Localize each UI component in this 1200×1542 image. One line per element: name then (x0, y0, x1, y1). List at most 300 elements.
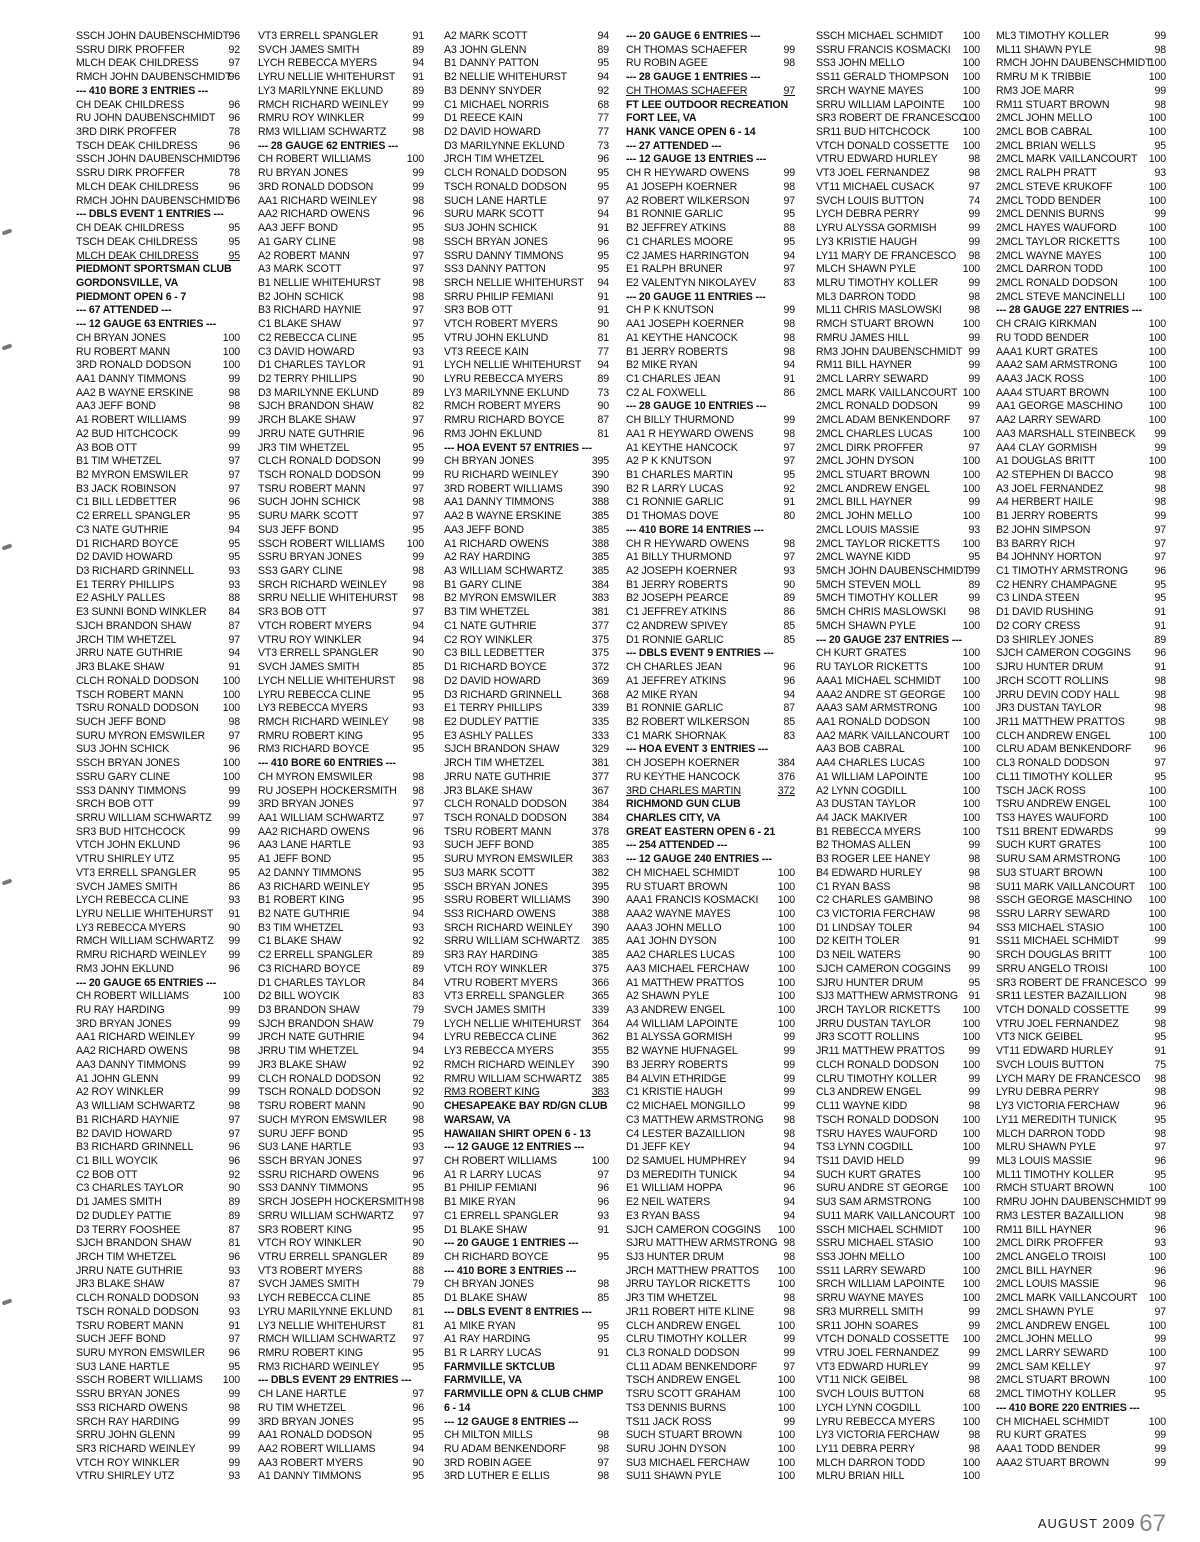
result-score: 98 (783, 1250, 795, 1263)
result-line (996, 1182, 1166, 1196)
result-entry: FARMVILLE OPN & CLUB CHMP (444, 1388, 604, 1401)
result-entry: D3 RICHARD GRINNELL (76, 565, 194, 578)
result-line (444, 1402, 609, 1416)
result-score: 88 (228, 592, 240, 605)
result-entry: SU3 MARK SCOTT (444, 866, 535, 879)
result-entry: AAA1 FRANCIS KOSMACKI (626, 894, 759, 907)
result-entry: CH THOMAS SCHAEFER (626, 43, 748, 56)
result-score: 100 (1148, 276, 1166, 289)
result-entry: C3 LINDA STEEN (996, 592, 1080, 605)
result-entry: A2 DANNY TIMMONS (258, 866, 362, 879)
result-score: 94 (412, 633, 424, 646)
result-entry: B3 ROGER LEE HANEY (816, 853, 931, 866)
result-entry: B2 MYRON EMSWILER (76, 469, 189, 481)
result-entry: 2MCL DARRON TODD (996, 263, 1103, 276)
result-score: 89 (412, 386, 424, 399)
result-line (996, 1347, 1166, 1361)
result-score: 99 (228, 798, 240, 811)
result-line (258, 153, 424, 167)
result-entry: --- 20 GAUGE 237 ENTRIES --- (816, 633, 962, 646)
result-line (258, 1086, 424, 1100)
result-entry: SJRU MATTHEW ARMSTRONG (626, 1237, 778, 1250)
result-entry: RM3 LESTER BAZAILLION (996, 1209, 1124, 1222)
result-line (996, 894, 1166, 908)
result-line (626, 1086, 795, 1100)
result-entry: B2 NELLIE WHITEHURST (444, 71, 567, 84)
result-line (258, 181, 424, 195)
result-score: 100 (777, 866, 795, 879)
result-entry: RU RICHARD WEINLEY (444, 469, 559, 481)
result-entry: SRRU WILLIAM SCHWARTZ (258, 1209, 394, 1222)
result-line (816, 1402, 980, 1416)
result-entry: LY3 NELLIE WHITEHURST (258, 1319, 386, 1332)
result-score: 100 (777, 1278, 795, 1291)
result-entry: TSCH ROBERT MANN (76, 688, 184, 701)
result-score: 75 (1154, 1058, 1166, 1071)
result-entry: LYCH LYNN COGDILL (816, 1401, 921, 1414)
result-score: 385 (591, 510, 609, 523)
result-line (996, 743, 1166, 757)
result-entry: SJCH BRANDON SHAW (444, 743, 560, 756)
result-line (996, 812, 1166, 826)
result-entry: SR3 ROBERT DE FRANCESCO (816, 112, 967, 125)
result-entry: C1 BILL WOYCIK (76, 1154, 158, 1167)
result-score: 97 (783, 455, 795, 468)
result-score: 99 (968, 372, 980, 385)
result-line (816, 1128, 980, 1142)
result-entry: SU11 MARK VAILLANCOURT (816, 1209, 956, 1222)
result-score: 100 (777, 990, 795, 1003)
result-score: 98 (412, 565, 424, 578)
result-line (626, 1333, 795, 1347)
result-line (258, 1251, 424, 1265)
result-entry: SJRU HUNTER DRUM (816, 976, 924, 989)
result-score: 98 (412, 770, 424, 783)
result-line (626, 867, 795, 881)
result-score: 93 (228, 1264, 240, 1277)
result-entry: FT LEE OUTDOOR RECREATION (626, 98, 789, 111)
result-line (444, 99, 609, 113)
result-entry: D1 BLAKE SHAW (444, 1292, 528, 1305)
result-entry: SR3 MURRELL SMITH (816, 1305, 924, 1318)
result-score: 99 (1154, 1456, 1166, 1469)
result-line (626, 483, 795, 497)
result-entry: CH MYRON EMSWILER (258, 770, 373, 783)
result-line (76, 1265, 240, 1279)
result-score: 94 (597, 359, 609, 372)
result-score: 100 (962, 427, 980, 440)
result-entry: D1 THOMAS DOVE (626, 510, 719, 523)
result-score: 100 (962, 112, 980, 125)
result-line (444, 1443, 609, 1457)
result-entry: 2MCL SAM KELLEY (996, 1360, 1091, 1373)
result-line (996, 250, 1166, 264)
result-line (444, 153, 609, 167)
result-score: 99 (783, 1333, 795, 1346)
result-score: 91 (1154, 661, 1166, 674)
result-entry: JRCH MATTHEW PRATTOS (626, 1264, 759, 1277)
result-line (816, 126, 980, 140)
result-entry: LY3 REBECCA MYERS (76, 921, 186, 934)
result-line (76, 222, 240, 236)
result-line (626, 1196, 795, 1210)
result-score: 98 (783, 1305, 795, 1318)
result-entry: SR3 BUD HITCHCOCK (76, 825, 186, 838)
result-entry: C3 CHARLES TAYLOR (76, 1182, 184, 1195)
result-entry: B2 R LARRY LUCAS (626, 482, 724, 495)
result-line (996, 1429, 1166, 1443)
result-line (258, 455, 424, 469)
result-entry: 3RD BRYAN JONES (258, 1415, 354, 1428)
result-line (626, 291, 795, 305)
result-entry: SSRU LARRY SEWARD (996, 908, 1110, 920)
result-score: 98 (1154, 688, 1166, 701)
result-line (996, 304, 1166, 318)
result-entry: C1 JEFFREY ATKINS (626, 606, 727, 619)
result-entry: VT3 ERRELL SPANGLER (258, 30, 379, 42)
result-line (444, 71, 609, 85)
result-entry: C1 MARK SHORNAK (626, 729, 727, 742)
result-entry: 5MCH STEVEN MOLL (816, 578, 921, 591)
result-score: 362 (591, 1031, 609, 1044)
result-entry: SRCH BOB OTT (76, 798, 154, 811)
result-line (816, 291, 980, 305)
result-line (258, 1004, 424, 1018)
result-line (626, 1004, 795, 1018)
result-line (76, 1086, 240, 1100)
result-entry: C4 LESTER BAZAILLION (626, 1127, 745, 1140)
result-entry: A2 BUD HITCHCOCK (76, 427, 178, 440)
result-entry: --- DBLS EVENT 9 ENTRIES --- (626, 647, 774, 660)
result-entry: JR11 MATTHEW PRATTOS (996, 715, 1125, 728)
result-score: 94 (783, 1154, 795, 1167)
result-score: 100 (962, 647, 980, 660)
results-column-2 (258, 30, 424, 1484)
result-score: 95 (783, 235, 795, 248)
result-score: 100 (1148, 222, 1166, 235)
result-entry: LY3 REBECCA MYERS (258, 702, 368, 715)
result-score: 99 (783, 1100, 795, 1113)
result-score: 97 (412, 606, 424, 619)
result-line (444, 455, 609, 469)
result-score: 100 (777, 1319, 795, 1332)
result-score: 100 (1148, 126, 1166, 139)
result-entry: C3 MATTHEW ARMSTRONG (626, 1113, 764, 1126)
result-line (258, 359, 424, 373)
result-entry: AA2 MARK VAILLANCOURT (816, 729, 950, 742)
result-score: 92 (412, 1072, 424, 1085)
result-line (444, 126, 609, 140)
result-score: 91 (228, 1319, 240, 1332)
result-score: 99 (968, 276, 980, 289)
result-score: 100 (962, 702, 980, 715)
result-line (996, 1128, 1166, 1142)
result-entry: SURU SAM ARMSTRONG (996, 853, 1121, 866)
result-line (626, 400, 795, 414)
result-line (76, 167, 240, 181)
result-line (816, 839, 980, 853)
result-score: 97 (412, 414, 424, 427)
result-entry: D3 MARILYNNE EKLUND (258, 386, 379, 399)
result-entry: D1 JEFF KEY (626, 1141, 691, 1154)
result-score: 84 (412, 976, 424, 989)
result-entry: SSRU ROBERT WILLIAMS (444, 894, 571, 907)
result-entry: SU3 JOHN SCHICK (444, 222, 538, 235)
result-line (626, 675, 795, 689)
result-score: 99 (783, 43, 795, 56)
result-entry: TSCH DEAK CHILDRESS (76, 139, 198, 152)
result-score: 97 (783, 441, 795, 454)
result-line (258, 1374, 424, 1388)
result-score: 97 (783, 194, 795, 207)
result-line (626, 1237, 795, 1251)
result-entry: C2 BOB OTT (76, 1168, 138, 1181)
result-score: 98 (412, 126, 424, 139)
results-column-6 (996, 30, 1166, 1470)
result-score: 81 (412, 1305, 424, 1318)
result-entry: SUCH STUART BROWN (626, 1429, 742, 1442)
result-line (76, 1141, 240, 1155)
result-entry: RMRU WILLIAM SCHWARTZ (444, 1072, 582, 1085)
result-score: 77 (597, 112, 609, 125)
result-score: 100 (962, 1456, 980, 1469)
result-entry: B1 MIKE RYAN (444, 1196, 516, 1209)
result-entry: SUCH KURT GRATES (996, 839, 1101, 852)
result-line (444, 565, 609, 579)
result-entry: SS11 LARRY SEWARD (816, 1264, 926, 1277)
result-entry: CLCH ANDREW ENGEL (626, 1319, 741, 1332)
result-score: 95 (597, 249, 609, 262)
result-line (76, 798, 240, 812)
result-line (444, 661, 609, 675)
result-line (626, 1251, 795, 1265)
result-entry: JR3 DUSTAN TAYLOR (996, 702, 1102, 715)
result-line (816, 812, 980, 826)
result-entry: AAA2 SAM ARMSTRONG (996, 359, 1118, 372)
result-entry: 2MCL ANGELO TROISI (996, 1250, 1106, 1263)
result-entry: SS3 MICHAEL STASIO (996, 921, 1104, 934)
result-line (816, 1224, 980, 1238)
result-score: 95 (1154, 592, 1166, 605)
result-line (76, 990, 240, 1004)
result-line (444, 1251, 609, 1265)
result-score: 100 (962, 1113, 980, 1126)
result-entry: 2MCL RONALD DODSON (816, 400, 938, 413)
result-score: 97 (597, 194, 609, 207)
result-line (996, 949, 1166, 963)
result-entry: RMCH ROBERT MYERS (444, 400, 561, 413)
result-score: 97 (597, 1168, 609, 1181)
result-score: 95 (412, 1127, 424, 1140)
result-entry: RM3 JOHN EKLUND (76, 962, 174, 975)
result-line (996, 839, 1166, 853)
result-entry: LYCH REBECCA CLINE (258, 1292, 371, 1305)
result-entry: --- 12 GAUGE 63 ENTRIES --- (76, 318, 217, 331)
result-line (444, 798, 609, 812)
result-score: 98 (968, 1374, 980, 1387)
result-line (626, 1306, 795, 1320)
result-entry: D1 JAMES SMITH (76, 1196, 162, 1209)
result-score: 99 (228, 811, 240, 824)
result-line (626, 1031, 795, 1045)
result-score: 95 (597, 167, 609, 180)
result-entry: RM3 RICHARD WEINLEY (258, 1360, 380, 1373)
result-line (444, 1333, 609, 1347)
result-score: 94 (228, 523, 240, 536)
result-entry: JRCH TAYLOR RICKETTS (816, 1004, 941, 1017)
result-line (996, 222, 1166, 236)
result-score: 98 (783, 427, 795, 440)
result-line (996, 1457, 1166, 1471)
result-score: 100 (1148, 866, 1166, 879)
result-entry: TSCH ANDREW ENGEL (626, 1374, 741, 1387)
result-line (76, 1306, 240, 1320)
result-line (816, 1388, 980, 1402)
result-line (444, 949, 609, 963)
result-line (76, 1292, 240, 1306)
result-line (258, 894, 424, 908)
result-score: 99 (1154, 30, 1166, 42)
result-score: 96 (228, 112, 240, 125)
result-score: 95 (597, 1319, 609, 1332)
result-entry: B2 MYRON EMSWILER (444, 592, 557, 605)
result-score: 99 (228, 427, 240, 440)
result-line (258, 702, 424, 716)
result-line (444, 730, 609, 744)
result-entry: SU3 LANE HARTLE (258, 1141, 352, 1154)
result-line (76, 1402, 240, 1416)
result-entry: --- 28 GAUGE 10 ENTRIES --- (626, 400, 767, 413)
result-score: 98 (783, 345, 795, 358)
result-score: 384 (591, 578, 609, 591)
result-score: 100 (1148, 455, 1166, 468)
result-line (444, 1018, 609, 1032)
result-line (816, 195, 980, 209)
result-score: 99 (968, 235, 980, 248)
result-line (444, 551, 609, 565)
result-score: 95 (1154, 1168, 1166, 1181)
result-line (444, 1114, 609, 1128)
result-score: 100 (962, 1278, 980, 1291)
result-line (626, 592, 795, 606)
result-line (626, 1361, 795, 1375)
result-line (76, 359, 240, 373)
result-line (76, 716, 240, 730)
result-line (996, 1251, 1166, 1265)
result-line (996, 44, 1166, 58)
result-score: 381 (591, 757, 609, 770)
result-line (816, 140, 980, 154)
result-entry: B2 JOHN SIMPSON (996, 523, 1091, 536)
result-score: 96 (228, 1141, 240, 1154)
result-line (626, 1073, 795, 1087)
result-score: 96 (412, 427, 424, 440)
result-entry: MLCH DARRON TODD (996, 1127, 1106, 1140)
result-score: 93 (1154, 1237, 1166, 1250)
result-entry: A4 WILLIAM LAPOINTE (626, 1017, 738, 1030)
result-entry: SS3 RICHARD OWENS (76, 1401, 188, 1414)
result-score: 98 (783, 318, 795, 331)
result-score: 98 (228, 1045, 240, 1058)
result-score: 95 (412, 1360, 424, 1373)
result-line (444, 716, 609, 730)
result-entry: RU RAY HARDING (76, 1004, 165, 1017)
result-score: 89 (412, 949, 424, 962)
result-entry: B1 CHARLES MARTIN (626, 469, 733, 481)
result-entry: SS3 JOHN MELLO (816, 57, 905, 70)
result-score: 73 (597, 386, 609, 399)
result-line (626, 1416, 795, 1430)
result-line (816, 949, 980, 963)
result-score: 98 (228, 1100, 240, 1113)
result-entry: 2MCL TODD BENDER (996, 194, 1102, 207)
result-score: 99 (228, 1443, 240, 1456)
result-entry: C2 HENRY CHAMPAGNE (996, 578, 1117, 591)
result-line (996, 373, 1166, 387)
result-line (996, 1306, 1166, 1320)
result-score: 385 (591, 839, 609, 852)
result-score: 87 (228, 1278, 240, 1291)
result-entry: JRRU NATE GUTHRIE (258, 427, 365, 440)
result-score: 92 (228, 1168, 240, 1181)
result-score: 92 (783, 482, 795, 495)
result-entry: B2 NATE GUTHRIE (258, 908, 350, 920)
result-line (76, 689, 240, 703)
result-line (76, 1429, 240, 1443)
result-entry: LY11 MEREDITH TUNICK (996, 1113, 1117, 1126)
result-entry: SU3 JOHN SCHICK (76, 743, 170, 756)
result-entry: JR3 BLAKE SHAW (76, 1278, 165, 1291)
result-entry: C2 ERRELL SPANGLER (258, 949, 373, 962)
result-line (76, 85, 240, 99)
result-line (258, 236, 424, 250)
result-line (444, 579, 609, 593)
result-entry: --- 20 GAUGE 65 ENTRIES --- (76, 976, 217, 989)
result-entry: 2MCL JOHN DYSON (816, 455, 915, 468)
result-entry: D2 KEITH TOLER (816, 935, 900, 948)
result-line (444, 112, 609, 126)
result-line (76, 935, 240, 949)
result-entry: 2MCL STUART BROWN (996, 1374, 1110, 1387)
result-line (626, 277, 795, 291)
result-line (258, 1320, 424, 1334)
result-entry: JR11 MATTHEW PRATTOS (816, 1045, 945, 1058)
result-score: 99 (1154, 441, 1166, 454)
result-entry: CL3 ANDREW ENGEL (816, 1086, 922, 1099)
result-score: 100 (1148, 180, 1166, 193)
result-entry: E2 VALENTYN NIKOLAYEV (626, 276, 757, 289)
result-score: 100 (1148, 153, 1166, 166)
result-line (626, 85, 795, 99)
result-line (816, 867, 980, 881)
result-line (258, 771, 424, 785)
result-entry: 2MCL BILL HAYNER (816, 496, 913, 509)
result-score: 100 (777, 894, 795, 907)
result-entry: PIEDMONT SPORTSMAN CLUB (76, 263, 232, 276)
result-entry: TS3 LYNN COGDILL (816, 1141, 913, 1154)
result-score: 97 (1154, 523, 1166, 536)
result-entry: C1 NATE GUTHRIE (444, 619, 537, 632)
result-entry: --- 12 GAUGE 240 ENTRIES --- (626, 853, 772, 866)
result-line (258, 908, 424, 922)
result-entry: TS3 DENNIS BURNS (626, 1401, 727, 1414)
result-line (258, 1128, 424, 1142)
result-score: 100 (777, 1223, 795, 1236)
result-score: 100 (962, 770, 980, 783)
result-score: 91 (597, 290, 609, 303)
result-score: 98 (228, 1401, 240, 1414)
result-line (626, 332, 795, 346)
